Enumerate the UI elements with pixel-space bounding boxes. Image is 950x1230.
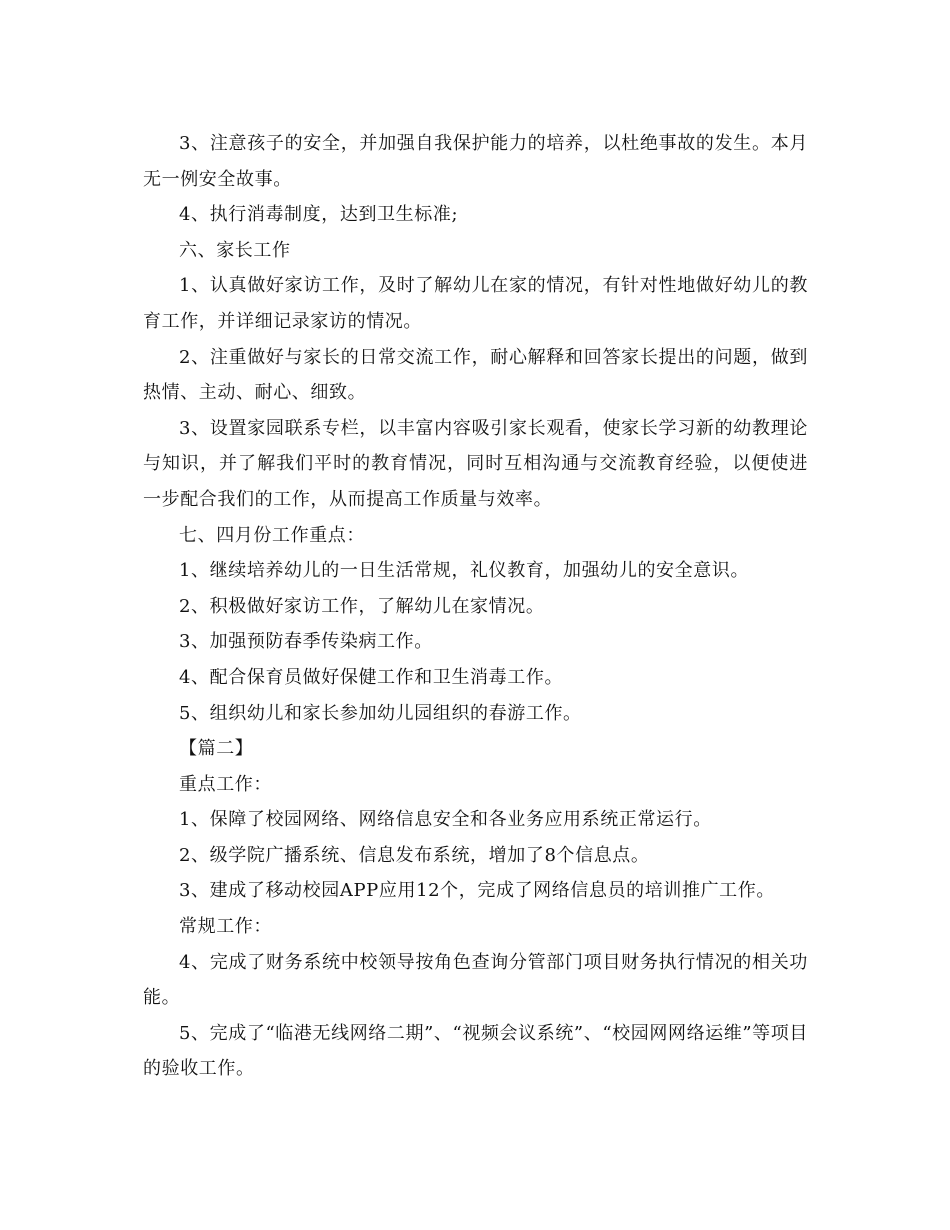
list-item-health-care: 4、配合保育员做好保健工作和卫生消毒工作。 <box>179 666 564 688</box>
paragraph-safety: 3、注意孩子的安全，并加强自我保护能力的培养，以杜绝事故的发生。本月无一例安全故事。 <box>143 133 808 190</box>
list-item-broadcast-system: 2、级学院广播系统、信息发布系统，增加了8个信息点。 <box>179 844 650 866</box>
list-item-spring-outing: 5、组织幼儿和家长参加幼儿园组织的春游工作。 <box>179 702 582 724</box>
section-heading-key-work: 重点工作： <box>179 773 272 795</box>
list-item-home-visits: 2、积极做好家访工作，了解幼儿在家情况。 <box>179 595 545 617</box>
list-item-finance-system: 4、完成了财务系统中校领导按角色查询分管部门项目财务执行情况的相关功能。 <box>143 951 808 1009</box>
document-body <box>143 126 808 1087</box>
section-heading-april-focus: 七、四月份工作重点： <box>179 524 365 546</box>
section-heading-parent-work: 六、家长工作 <box>179 239 291 261</box>
list-item-project-acceptance: 5、完成了“临港无线网络二期”、“视频会议系统”、“校园网网络运维”等项目的验收工作。 <box>143 1022 808 1080</box>
paragraph-home-visits: 1、认真做好家访工作，及时了解幼儿在家的情况，有针对性地做好幼儿的教育工作，并详细记录家访的情况。 <box>143 275 808 332</box>
paragraph-contact-column: 3、设置家园联系专栏，以丰富内容吸引家长观看，使家长学习新的幼教理论与知识，并了解我们平时的教育情况，同时互相沟通与交流教育经验，以便使进一步配合我们的工作，从而提高工作质量与效率。 <box>143 417 808 510</box>
paragraph-parent-communication: 2、注重做好与家长的日常交流工作，耐心解释和回答家长提出的问题，做到热情、主动、耐心、细致。 <box>143 346 808 404</box>
part-heading: 【篇二】 <box>179 738 254 760</box>
list-item-network-security: 1、保障了校园网络、网络信息安全和各业务应用系统正常运行。 <box>179 809 712 831</box>
list-item-disease-prevention: 3、加强预防春季传染病工作。 <box>179 631 433 653</box>
list-item-mobile-campus: 3、建成了移动校园APP应用12个，完成了网络信息员的培训推广工作。 <box>179 880 775 902</box>
paragraph-disinfection: 4、执行消毒制度，达到卫生标准; <box>179 204 459 226</box>
section-heading-routine-work: 常规工作： <box>179 916 272 938</box>
list-item-daily-routine: 1、继续培养幼儿的一日生活常规，礼仪教育，加强幼儿的安全意识。 <box>179 560 750 582</box>
